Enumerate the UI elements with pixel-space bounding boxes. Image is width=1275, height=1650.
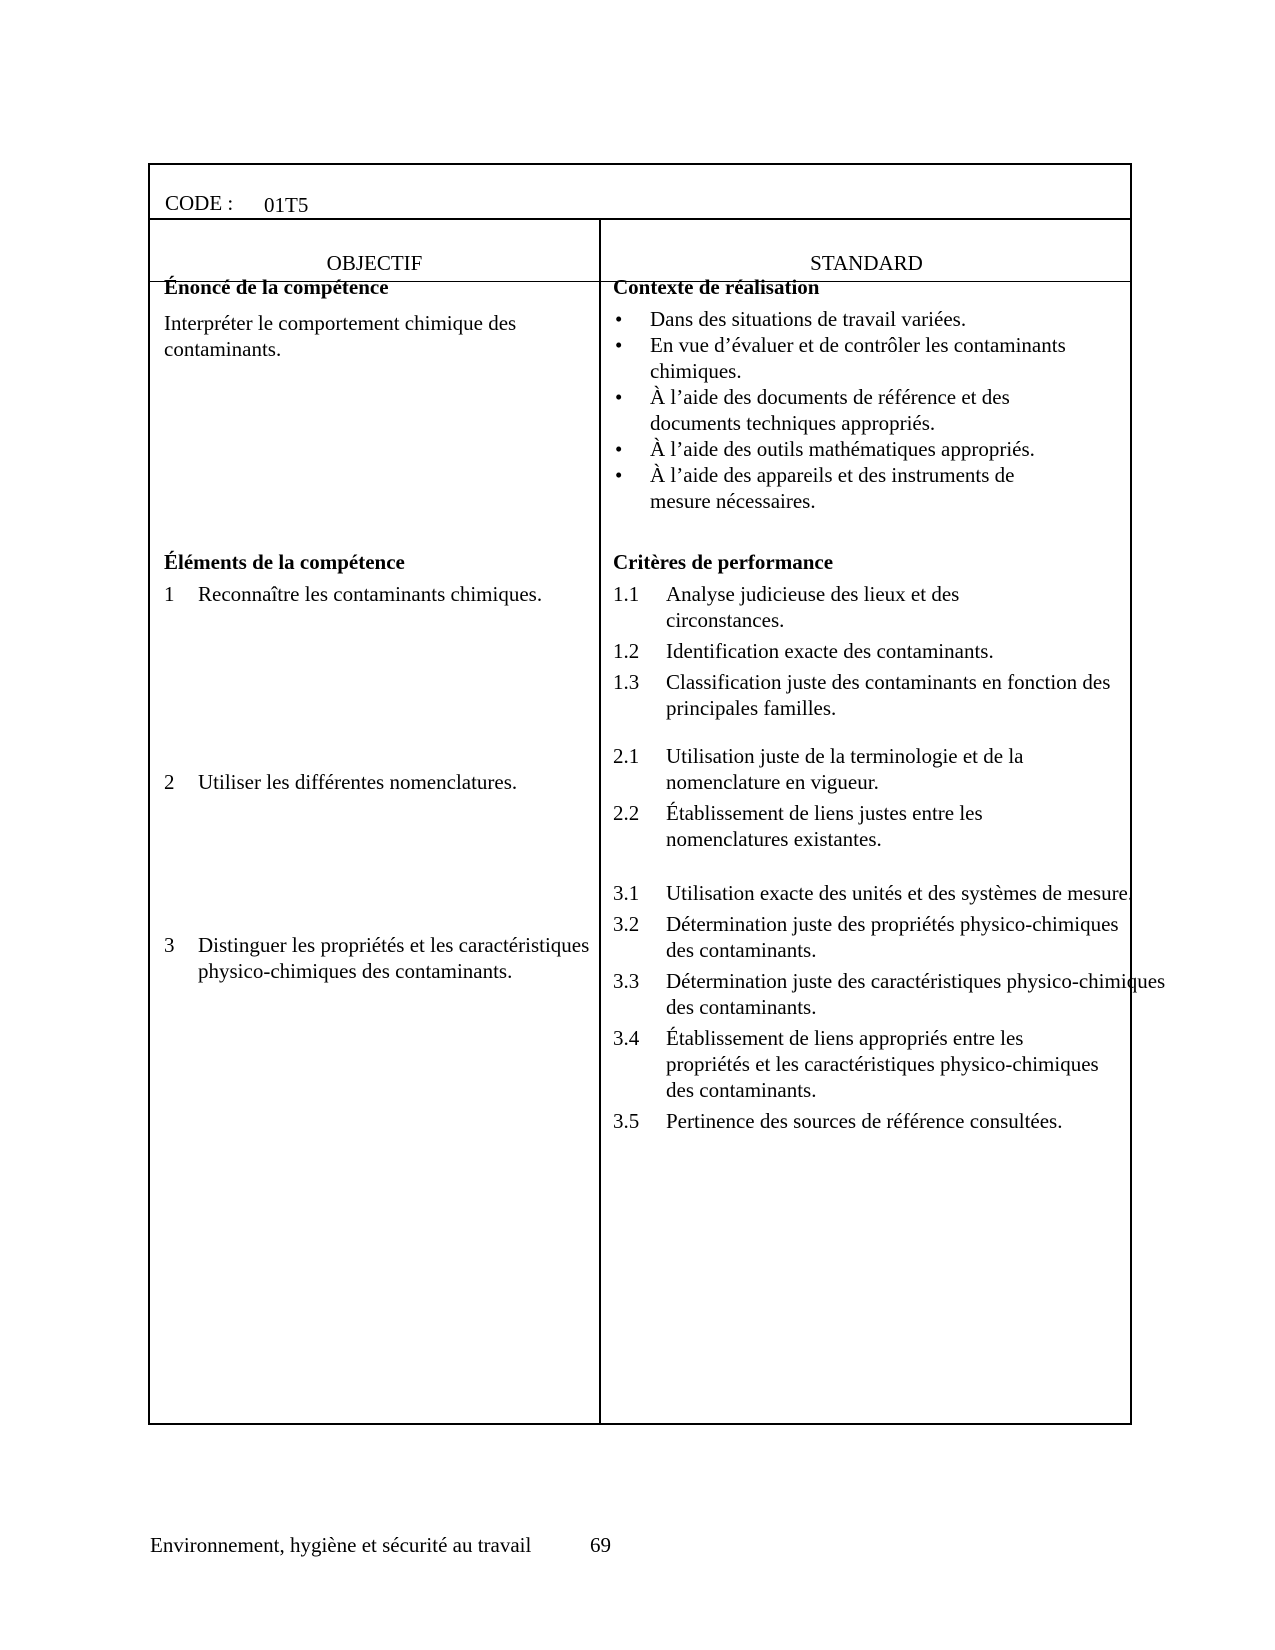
criterion-text: Établissement de liens justes entre les nomenclatures existantes.: [666, 801, 983, 851]
page-number: 69: [590, 1533, 611, 1557]
criterion-item: [613, 968, 1166, 1020]
criterion-text: Utilisation juste de la terminologie et de la nomenclature en vigueur.: [666, 744, 1024, 794]
element-text: Reconnaître les contaminants chimiques.: [198, 582, 543, 606]
element-item: [164, 769, 618, 795]
list-item: • À l’aide des outils mathématiques appropriés.: [613, 436, 1068, 462]
criterion-item: [613, 743, 1076, 795]
code-label: CODE :: [165, 191, 234, 215]
criterion-text: Utilisation exacte des unités et des systèmes de mesure.: [666, 881, 1134, 905]
column-header-standard: STANDARD: [810, 251, 923, 275]
criteria-group-2: [613, 743, 1123, 857]
list-item: • En vue d’évaluer et de contrôler les contaminants chimiques.: [613, 332, 1068, 384]
element-number: 2: [164, 770, 175, 794]
criterion-number: 3.2: [613, 912, 640, 936]
criterion-number: 2.1: [613, 744, 640, 768]
criterion-text: Détermination juste des caractéristiques physico-chimiques des contaminants.: [666, 969, 1166, 1019]
criterion-item: [613, 638, 1123, 664]
criterion-number: 3.4: [613, 1026, 640, 1050]
list-item: • À l’aide des documents de référence et des documents techniques appropriés.: [613, 384, 1068, 436]
element-text: Utiliser les différentes nomenclatures.: [198, 770, 518, 794]
competency-table: [148, 163, 1166, 1425]
criterion-number: 1.3: [613, 670, 640, 694]
contexte-heading: Contexte de réalisation: [613, 275, 820, 299]
criterion-item: [613, 911, 1126, 963]
column-header-objectif: OBJECTIF: [326, 251, 423, 275]
element-number: 3: [164, 933, 175, 957]
code-value: 01T5: [264, 193, 309, 217]
column-divider: [599, 220, 601, 1425]
elements-heading: Éléments de la compétence: [164, 550, 405, 574]
contexte-list: [613, 306, 1068, 514]
criterion-item: [613, 880, 1146, 906]
criterion-text: Détermination juste des propriétés physico-chimiques des contaminants.: [666, 912, 1119, 962]
criterion-text: Classification juste des contaminants en fonction des principales familles.: [666, 670, 1111, 720]
enonce-heading: Énoncé de la compétence: [164, 275, 389, 299]
list-item: • À l’aide des appareils et des instruments de mesure nécessaires.: [613, 462, 1068, 514]
criterion-item: [613, 669, 1123, 721]
criterion-number: 3.1: [613, 881, 640, 905]
criterion-item: [613, 1025, 1106, 1103]
criterion-number: 3.5: [613, 1109, 640, 1133]
criterion-item: [613, 800, 1006, 852]
criteria-group-1: [613, 581, 1123, 726]
criterion-text: Analyse judicieuse des lieux et des circonstances.: [666, 582, 960, 632]
element-number: 1: [164, 582, 175, 606]
criterion-text: Établissement de liens appropriés entre les propriétés et les caractéristiques physico-chimiques des contaminants.: [666, 1026, 1099, 1102]
criterion-item: [613, 581, 1006, 633]
criterion-item: [613, 1108, 1123, 1134]
criterion-number: 3.3: [613, 969, 640, 993]
footer-title: Environnement, hygiène et sécurité au travail: [150, 1533, 532, 1557]
element-item: [164, 581, 618, 607]
element-text: Distinguer les propriétés et les caractéristiques physico-chimiques des contaminants.: [198, 933, 590, 983]
element-item: [164, 932, 598, 984]
criterion-number: 1.2: [613, 639, 640, 663]
criterion-number: 1.1: [613, 582, 640, 606]
code-row: [150, 165, 1130, 220]
criterion-text: Pertinence des sources de référence consultées.: [666, 1109, 1063, 1133]
criteria-group-3: [613, 880, 1166, 1139]
criteres-heading: Critères de performance: [613, 550, 834, 574]
list-item: • Dans des situations de travail variées.: [613, 306, 1068, 332]
criterion-text: Identification exacte des contaminants.: [666, 639, 994, 663]
criterion-number: 2.2: [613, 801, 640, 825]
enonce-text: Interpréter le comportement chimique des contaminants.: [164, 311, 517, 361]
